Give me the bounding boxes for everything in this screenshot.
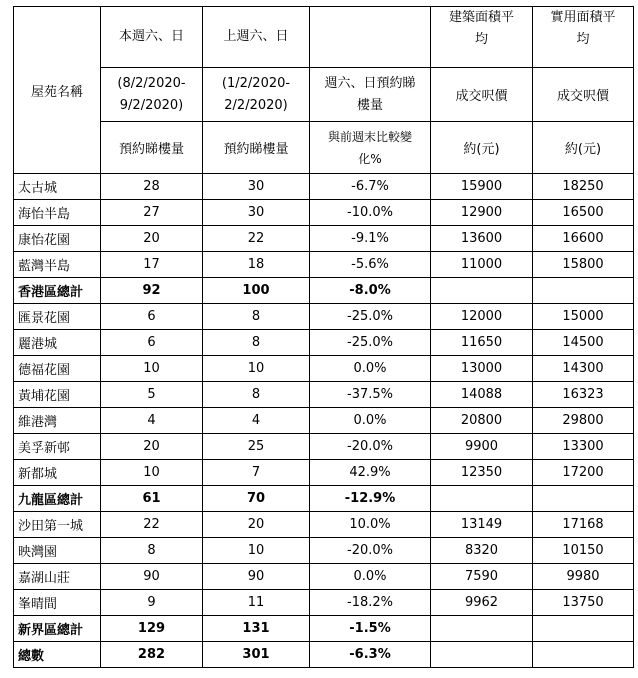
this-week-cell: 20: [101, 226, 203, 252]
table-row-total: [14, 642, 634, 668]
saleable-price-cell: 14500: [533, 330, 634, 356]
gross-price-cell: 12900: [431, 200, 533, 226]
estate-name-cell: 麗港城: [14, 330, 101, 356]
last-week-cell: 25: [203, 434, 310, 460]
table-row: [14, 460, 634, 486]
table-row: [14, 408, 634, 434]
last-week-cell: 30: [203, 174, 310, 200]
change-cell: -5.6%: [310, 252, 431, 278]
header-gross-price: 成交呎價: [431, 68, 533, 122]
change-cell: 0.0%: [310, 356, 431, 382]
estate-name-cell: 匯景花園: [14, 304, 101, 330]
gross-price-cell: 12350: [431, 460, 533, 486]
table-row: [14, 564, 634, 590]
gross-price-cell: 8320: [431, 538, 533, 564]
table-row: [14, 356, 634, 382]
saleable-price-cell: 18250: [533, 174, 634, 200]
this-week-cell: 9: [101, 590, 203, 616]
estate-name-cell: 九龍區總計: [14, 486, 101, 512]
this-week-cell: 6: [101, 304, 203, 330]
estate-name-cell: 德福花園: [14, 356, 101, 382]
saleable-price-cell: 29800: [533, 408, 634, 434]
estate-name-cell: 美孚新邨: [14, 434, 101, 460]
gross-price-cell: 11000: [431, 252, 533, 278]
viewing-table: [13, 6, 634, 668]
this-week-cell: 61: [101, 486, 203, 512]
saleable-price-cell: [533, 616, 634, 642]
this-week-cell: 129: [101, 616, 203, 642]
table-row-total: [14, 486, 634, 512]
this-week-cell: 28: [101, 174, 203, 200]
last-week-cell: 20: [203, 512, 310, 538]
header-this-week-dates: (8/2/2020- 9/2/2020): [101, 68, 203, 122]
last-week-cell: 22: [203, 226, 310, 252]
gross-price-cell: 11650: [431, 330, 533, 356]
estate-name-cell: 太古城: [14, 174, 101, 200]
change-cell: -20.0%: [310, 538, 431, 564]
change-cell: -25.0%: [310, 330, 431, 356]
saleable-price-cell: 13750: [533, 590, 634, 616]
this-week-cell: 5: [101, 382, 203, 408]
last-week-cell: 11: [203, 590, 310, 616]
change-cell: 10.0%: [310, 512, 431, 538]
last-week-cell: 8: [203, 382, 310, 408]
estate-name-cell: 總數: [14, 642, 101, 668]
header-saleable-area: 實用面積平 均: [533, 7, 634, 68]
estate-name-cell: 映灣園: [14, 538, 101, 564]
estate-name-cell: 新都城: [14, 460, 101, 486]
change-cell: 42.9%: [310, 460, 431, 486]
gross-price-cell: 9900: [431, 434, 533, 460]
gross-price-cell: [431, 642, 533, 668]
table-row: [14, 590, 634, 616]
table-row-total: [14, 616, 634, 642]
last-week-cell: 70: [203, 486, 310, 512]
gross-price-cell: 13600: [431, 226, 533, 252]
table-row: [14, 434, 634, 460]
change-cell: -25.0%: [310, 304, 431, 330]
gross-price-cell: 20800: [431, 408, 533, 434]
estate-name-cell: 嘉湖山莊: [14, 564, 101, 590]
this-week-cell: 8: [101, 538, 203, 564]
this-week-cell: 10: [101, 460, 203, 486]
this-week-cell: 22: [101, 512, 203, 538]
saleable-price-cell: [533, 642, 634, 668]
change-cell: -6.7%: [310, 174, 431, 200]
header-change-title: 週六、日預約睇 樓量: [310, 68, 431, 122]
estate-name-cell: 康怡花園: [14, 226, 101, 252]
table-row: [14, 304, 634, 330]
saleable-price-cell: 15800: [533, 252, 634, 278]
saleable-price-cell: 16600: [533, 226, 634, 252]
table-row: [14, 252, 634, 278]
this-week-cell: 6: [101, 330, 203, 356]
change-cell: 0.0%: [310, 564, 431, 590]
header-saleable-price: 成交呎價: [533, 68, 634, 122]
this-week-cell: 282: [101, 642, 203, 668]
gross-price-cell: [431, 278, 533, 304]
header-gross-unit: 約(元): [431, 122, 533, 174]
this-week-cell: 17: [101, 252, 203, 278]
gross-price-cell: [431, 616, 533, 642]
header-saleable-unit: 約(元): [533, 122, 634, 174]
header-last-week-dates: (1/2/2020- 2/2/2020): [203, 68, 310, 122]
estate-name-cell: 維港灣: [14, 408, 101, 434]
last-week-cell: 100: [203, 278, 310, 304]
header-change-blank: [310, 7, 431, 68]
table-row: [14, 538, 634, 564]
header-this-week-viewings: 預約睇樓量: [101, 122, 203, 174]
saleable-price-cell: 9980: [533, 564, 634, 590]
last-week-cell: 301: [203, 642, 310, 668]
estate-name-cell: 香港區總計: [14, 278, 101, 304]
gross-price-cell: 13000: [431, 356, 533, 382]
last-week-cell: 90: [203, 564, 310, 590]
last-week-cell: 18: [203, 252, 310, 278]
header-row-1: [14, 7, 634, 68]
gross-price-cell: 9962: [431, 590, 533, 616]
table-row: [14, 512, 634, 538]
last-week-cell: 131: [203, 616, 310, 642]
change-cell: -10.0%: [310, 200, 431, 226]
saleable-price-cell: 17168: [533, 512, 634, 538]
estate-name-cell: 沙田第一城: [14, 512, 101, 538]
saleable-price-cell: [533, 278, 634, 304]
estate-name-cell: 新界區總計: [14, 616, 101, 642]
saleable-price-cell: 16500: [533, 200, 634, 226]
table-row: [14, 174, 634, 200]
estate-name-cell: 黃埔花園: [14, 382, 101, 408]
change-cell: -8.0%: [310, 278, 431, 304]
table-row: [14, 382, 634, 408]
change-cell: -1.5%: [310, 616, 431, 642]
last-week-cell: 30: [203, 200, 310, 226]
change-cell: -9.1%: [310, 226, 431, 252]
this-week-cell: 10: [101, 356, 203, 382]
saleable-price-cell: 10150: [533, 538, 634, 564]
saleable-price-cell: 17200: [533, 460, 634, 486]
gross-price-cell: 15900: [431, 174, 533, 200]
header-row-3: [14, 122, 634, 174]
header-this-week: 本週六、日: [101, 7, 203, 68]
header-change-compare: 與前週末比較變 化%: [310, 122, 431, 174]
change-cell: 0.0%: [310, 408, 431, 434]
this-week-cell: 90: [101, 564, 203, 590]
this-week-cell: 27: [101, 200, 203, 226]
change-cell: -6.3%: [310, 642, 431, 668]
gross-price-cell: 14088: [431, 382, 533, 408]
gross-price-cell: 12000: [431, 304, 533, 330]
estate-name-cell: 海怡半島: [14, 200, 101, 226]
estate-name-cell: 藍灣半島: [14, 252, 101, 278]
saleable-price-cell: 13300: [533, 434, 634, 460]
header-last-week-viewings: 預約睇樓量: [203, 122, 310, 174]
header-gross-area: 建築面積平 均: [431, 7, 533, 68]
this-week-cell: 20: [101, 434, 203, 460]
last-week-cell: 8: [203, 304, 310, 330]
change-cell: -37.5%: [310, 382, 431, 408]
change-cell: -18.2%: [310, 590, 431, 616]
gross-price-cell: [431, 486, 533, 512]
this-week-cell: 4: [101, 408, 203, 434]
saleable-price-cell: 16323: [533, 382, 634, 408]
last-week-cell: 10: [203, 356, 310, 382]
last-week-cell: 4: [203, 408, 310, 434]
gross-price-cell: 7590: [431, 564, 533, 590]
table-row: [14, 226, 634, 252]
estate-name-cell: 峯晴間: [14, 590, 101, 616]
table-row: [14, 330, 634, 356]
change-cell: -20.0%: [310, 434, 431, 460]
last-week-cell: 7: [203, 460, 310, 486]
header-last-week: 上週六、日: [203, 7, 310, 68]
table-row: [14, 200, 634, 226]
gross-price-cell: 13149: [431, 512, 533, 538]
saleable-price-cell: 15000: [533, 304, 634, 330]
this-week-cell: 92: [101, 278, 203, 304]
last-week-cell: 8: [203, 330, 310, 356]
change-cell: -12.9%: [310, 486, 431, 512]
header-estate-name: 屋苑名稱: [14, 7, 101, 174]
saleable-price-cell: [533, 486, 634, 512]
saleable-price-cell: 14300: [533, 356, 634, 382]
table-row-total: [14, 278, 634, 304]
last-week-cell: 10: [203, 538, 310, 564]
header-row-2: [14, 68, 634, 122]
